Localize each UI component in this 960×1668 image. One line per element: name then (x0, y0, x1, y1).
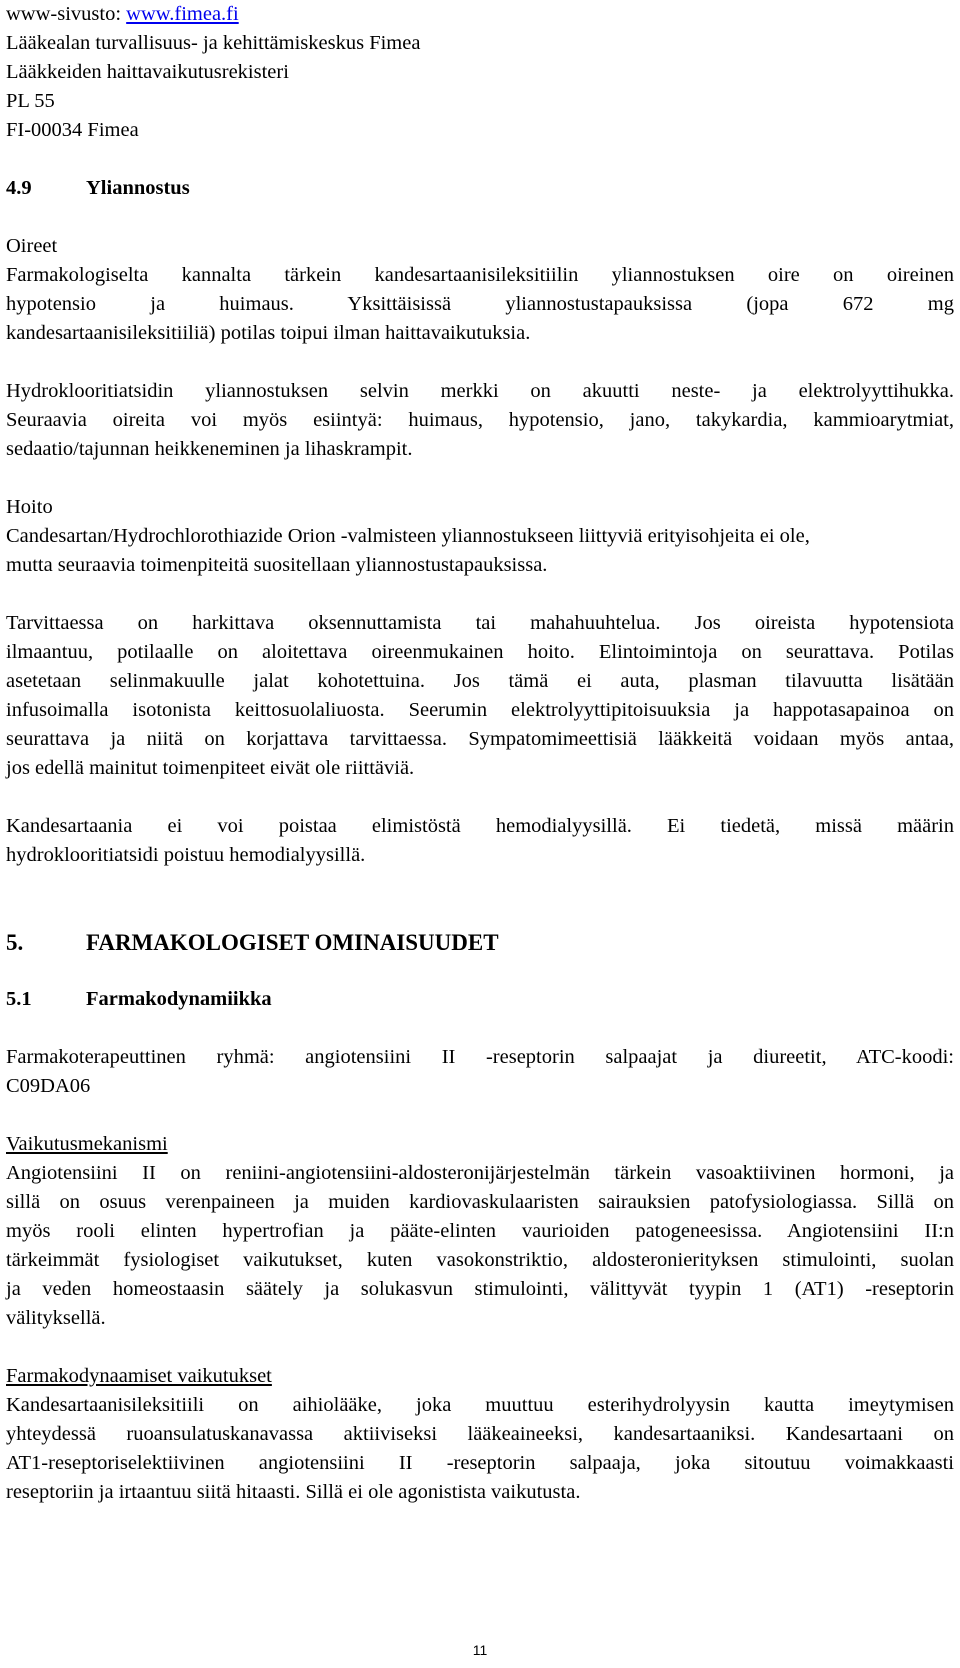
text-line: AT1-reseptoriselektiivinen angiotensiini II -reseptorin salpaaja, joka sitoutuu voimakkaasti (6, 1452, 954, 1474)
oireet-heading: Oireet (6, 235, 58, 257)
text-line: reseptoriin ja irtaantuu siitä hitaasti. Sillä ei ole agonistista vaikutusta. (6, 1481, 581, 1503)
mechanism-paragraph (6, 1159, 954, 1333)
section-number: 5. (6, 930, 24, 955)
text-line: asetetaan selinmakuulle jalat kohotettuina. Jos tämä ei auta, plasman tilavuutta lisätään (6, 670, 954, 692)
text-line: ilmaantuu, potilaalle on aloitettava oireenmukainen hoito. Elintoimintoja on seurattava. Potilas (6, 641, 954, 663)
text-line: hydroklooritiatsidi poistuu hemodialyysillä. (6, 844, 366, 866)
contact-line-2: Lääkkeiden haittavaikutusrekisteri (6, 61, 289, 83)
text-line: mutta seuraavia toimenpiteitä suositellaan yliannostustapauksissa. (6, 554, 548, 576)
text-line: Tarvittaessa on harkittava oksennuttamista tai mahahuuhtelua. Jos oireista hypotensiota (6, 612, 954, 634)
text-line: Farmakologiselta kannalta tärkein kandesartaanisileksitiilin yliannostuksen oire on oireinen (6, 264, 954, 286)
pharmacodynamic-effects-heading: Farmakodynaamiset vaikutukset (6, 1365, 272, 1387)
website-label: www-sivusto: (6, 3, 127, 25)
text-line: Angiotensiini II on reniini-angiotensiini-aldosteronijärjestelmän tärkein vasoaktiivinen hormoni, ja (6, 1162, 954, 1184)
contact-line-3: PL 55 (6, 90, 55, 112)
section-5-heading (6, 928, 954, 958)
text-line: sedaatio/tajunnan heikkeneminen ja lihaskrampit. (6, 438, 413, 460)
atc-paragraph (6, 1043, 954, 1101)
text-line: Hydroklooritiatsidin yliannostuksen selvin merkki on akuutti neste- ja elektrolyyttihukka. (6, 380, 954, 402)
mechanism-heading: Vaikutusmekanismi (6, 1133, 168, 1155)
text-line: sillä on osuus verenpaineen ja muiden kardiovaskulaaristen sairauksien patofysiologiassa. Sillä on (6, 1191, 954, 1213)
text-line: välityksellä. (6, 1307, 106, 1329)
text-line: C09DA06 (6, 1075, 91, 1097)
oireet-paragraph-2 (6, 377, 954, 464)
text-line: tärkeimmät fysiologiset vaikutukset, kuten vasokonstriktio, aldosteronierityksen stimulointi, suolan (6, 1249, 954, 1271)
website-link[interactable]: www.fimea.fi (126, 3, 239, 25)
section-number: 4.9 (6, 177, 32, 199)
text-line: ja veden homeostaasin säätely ja solukasvun stimulointi, välittyvät tyypin 1 (AT1) -reseptorin (6, 1278, 954, 1300)
contact-block (6, 0, 954, 145)
text-line: seurattava ja niitä on korjattava tarvittaessa. Sympatomimeettisiä lääkkeitä voidaan myös antaa, (6, 728, 954, 750)
text-line: Kandesartaania ei voi poistaa elimistöstä hemodialyysillä. Ei tiedetä, missä määrin (6, 815, 954, 837)
page-number: 11 (472, 1642, 488, 1658)
contact-line-1: Lääkealan turvallisuus- ja kehittämiskeskus Fimea (6, 32, 421, 54)
text-line: Kandesartaanisileksitiili on aihiolääke, joka muuttuu esterihydrolyysin kautta imeytymisen (6, 1394, 954, 1416)
oireet-paragraph-1 (6, 261, 954, 348)
hoito-paragraph-3 (6, 812, 954, 870)
pharmacodynamic-effects-paragraph (6, 1391, 954, 1507)
text-line: Seuraavia oireita voi myös esiintyä: huimaus, hypotensio, jano, takykardia, kammioarytmiat, (6, 409, 954, 431)
text-line: jos edellä mainitut toimenpiteet eivät ole riittäviä. (6, 757, 415, 779)
website-line (6, 0, 954, 29)
text-line: myös rooli elinten hypertrofian ja pääte-elinten vaurioiden patogeneesissa. Angiotensiini II:n (6, 1220, 954, 1242)
hoito-paragraph-1 (6, 522, 954, 580)
text-line: Candesartan/Hydrochlorothiazide Orion -valmisteen yliannostukseen liittyviä erityisohjeita ei ole, (6, 525, 810, 547)
text-line: infusoimalla isotonista keittosuolaliuosta. Seerumin elektrolyyttipitoisuuksia ja happotasapainoa on (6, 699, 954, 721)
section-title: Farmakodynamiikka (86, 988, 272, 1010)
section-number: 5.1 (6, 988, 32, 1010)
section-title: FARMAKOLOGISET OMINAISUUDET (86, 930, 499, 955)
text-line: hypotensio ja huimaus. Yksittäisissä yliannostustapauksissa (jopa 672 mg (6, 293, 954, 315)
text-line: kandesartaanisileksitiiliä) potilas toipui ilman haittavaikutuksia. (6, 322, 531, 344)
contact-line-4: FI-00034 Fimea (6, 119, 139, 141)
text-line: Farmakoterapeuttinen ryhmä: angiotensiini II -reseptorin salpaajat ja diureetit, ATC-koodi: (6, 1046, 954, 1068)
section-title: Yliannostus (86, 177, 190, 199)
hoito-paragraph-2 (6, 609, 954, 783)
text-line: yhteydessä ruoansulatuskanavassa aktiiviseksi lääkeaineeksi, kandesartaaniksi. Kandesartaani on (6, 1423, 954, 1445)
hoito-heading: Hoito (6, 496, 53, 518)
section-5-1-heading (6, 985, 954, 1014)
document-page (6, 0, 954, 1507)
section-4-9-heading (6, 174, 954, 203)
